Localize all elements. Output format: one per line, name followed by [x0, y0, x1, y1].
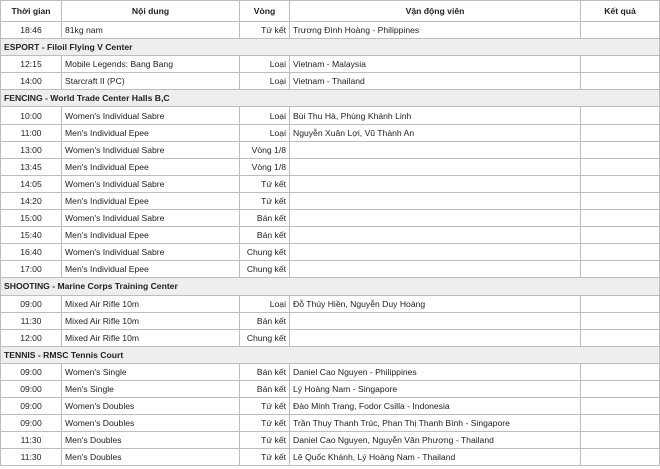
table-row	[1, 432, 660, 449]
cell-content: Men's Individual Epee	[62, 124, 240, 141]
header-result: Kết quả	[581, 1, 660, 22]
table-row	[1, 363, 660, 380]
cell-time: 09:00	[1, 295, 62, 312]
cell-round: Tứ kết	[240, 449, 290, 466]
cell-time: 09:00	[1, 415, 62, 432]
cell-athletes	[290, 210, 581, 227]
cell-round: Bán kết	[240, 312, 290, 329]
cell-time: 14:20	[1, 192, 62, 209]
cell-content: Women's Individual Sabre	[62, 175, 240, 192]
cell-content: Women's Individual Sabre	[62, 141, 240, 158]
header-content: Nội dung	[62, 1, 240, 22]
cell-round: Vòng 1/8	[240, 141, 290, 158]
cell-athletes	[290, 329, 581, 346]
header-row	[1, 1, 660, 22]
cell-round: Tứ kết	[240, 22, 290, 39]
cell-athletes: Lý Hoàng Nam - Singapore	[290, 380, 581, 397]
cell-athletes: Trương Đình Hoàng - Philippines	[290, 22, 581, 39]
cell-round: Bán kết	[240, 380, 290, 397]
cell-content: Women's Doubles	[62, 398, 240, 415]
section-header-row	[1, 278, 660, 295]
cell-content: Women's Doubles	[62, 415, 240, 432]
section-title: SHOOTING - Marine Corps Training Center	[1, 278, 660, 295]
cell-result	[581, 432, 660, 449]
cell-content: Women's Individual Sabre	[62, 107, 240, 124]
table-row	[1, 415, 660, 432]
cell-athletes	[290, 227, 581, 244]
cell-round: Vòng 1/8	[240, 158, 290, 175]
cell-round: Tứ kết	[240, 398, 290, 415]
cell-athletes: Nguyễn Xuân Lợi, Vũ Thành An	[290, 124, 581, 141]
cell-result	[581, 398, 660, 415]
cell-result	[581, 175, 660, 192]
cell-athletes	[290, 175, 581, 192]
cell-time: 13:45	[1, 158, 62, 175]
cell-time: 18:46	[1, 22, 62, 39]
cell-time: 17:00	[1, 261, 62, 278]
section-title: FENCING - World Trade Center Halls B,C	[1, 90, 660, 107]
cell-round: Bán kết	[240, 227, 290, 244]
cell-time: 09:00	[1, 398, 62, 415]
cell-round: Loại	[240, 107, 290, 124]
cell-time: 11:00	[1, 124, 62, 141]
cell-content: Mixed Air Rifle 10m	[62, 295, 240, 312]
cell-result	[581, 141, 660, 158]
cell-content: Men's Individual Epee	[62, 261, 240, 278]
cell-result	[581, 56, 660, 73]
cell-content: Mixed Air Rifle 10m	[62, 329, 240, 346]
table-row	[1, 141, 660, 158]
table-row	[1, 192, 660, 209]
cell-time: 13:00	[1, 141, 62, 158]
section-title: ESPORT - Filoil Flying V Center	[1, 39, 660, 56]
table-row	[1, 449, 660, 466]
cell-athletes: Lê Quốc Khánh, Lý Hoàng Nam - Thailand	[290, 449, 581, 466]
cell-time: 16:40	[1, 244, 62, 261]
cell-round: Chung kết	[240, 261, 290, 278]
cell-round: Tứ kết	[240, 432, 290, 449]
cell-athletes: Đào Minh Trang, Fodor Csilla - Indonesia	[290, 398, 581, 415]
cell-result	[581, 312, 660, 329]
cell-content: Women's Individual Sabre	[62, 244, 240, 261]
cell-time: 12:15	[1, 56, 62, 73]
cell-result	[581, 449, 660, 466]
cell-round: Tứ kết	[240, 415, 290, 432]
table-row	[1, 22, 660, 39]
cell-athletes	[290, 141, 581, 158]
table-row	[1, 329, 660, 346]
cell-content: Men's Doubles	[62, 449, 240, 466]
cell-time: 12:00	[1, 329, 62, 346]
cell-time: 14:05	[1, 175, 62, 192]
cell-content: Men's Individual Epee	[62, 192, 240, 209]
cell-result	[581, 244, 660, 261]
cell-result	[581, 380, 660, 397]
cell-athletes: Daniel Cao Nguyen, Nguyễn Văn Phương - Thailand	[290, 432, 581, 449]
cell-time: 11:30	[1, 312, 62, 329]
table-row	[1, 107, 660, 124]
cell-time: 09:00	[1, 380, 62, 397]
cell-round: Loại	[240, 73, 290, 90]
cell-content: Women's Individual Sabre	[62, 210, 240, 227]
cell-round: Bán kết	[240, 210, 290, 227]
cell-result	[581, 227, 660, 244]
cell-athletes	[290, 158, 581, 175]
cell-athletes	[290, 312, 581, 329]
table-row	[1, 244, 660, 261]
cell-content: Men's Single	[62, 380, 240, 397]
table-row	[1, 398, 660, 415]
cell-content: Women's Single	[62, 363, 240, 380]
header-round: Vòng	[240, 1, 290, 22]
cell-athletes: Bùi Thu Hà, Phùng Khánh Linh	[290, 107, 581, 124]
cell-result	[581, 107, 660, 124]
table-row	[1, 380, 660, 397]
cell-athletes: Daniel Cao Nguyen - Philippines	[290, 363, 581, 380]
cell-time: 09:00	[1, 363, 62, 380]
cell-time: 15:40	[1, 227, 62, 244]
cell-result	[581, 261, 660, 278]
cell-content: Mobile Legends: Bang Bang	[62, 56, 240, 73]
cell-result	[581, 22, 660, 39]
cell-athletes	[290, 261, 581, 278]
cell-result	[581, 192, 660, 209]
cell-time: 11:30	[1, 432, 62, 449]
section-header-row	[1, 346, 660, 363]
cell-round: Chung kết	[240, 329, 290, 346]
cell-round: Bán kết	[240, 363, 290, 380]
cell-round: Tứ kết	[240, 192, 290, 209]
cell-time: 10:00	[1, 107, 62, 124]
table-row	[1, 158, 660, 175]
cell-result	[581, 295, 660, 312]
table-row	[1, 295, 660, 312]
cell-round: Loại	[240, 124, 290, 141]
cell-athletes	[290, 244, 581, 261]
cell-result	[581, 363, 660, 380]
cell-athletes	[290, 192, 581, 209]
cell-content: Men's Doubles	[62, 432, 240, 449]
cell-result	[581, 415, 660, 432]
schedule-body	[1, 22, 660, 466]
cell-content: Men's Individual Epee	[62, 227, 240, 244]
table-row	[1, 261, 660, 278]
table-row	[1, 312, 660, 329]
cell-result	[581, 329, 660, 346]
cell-athletes: Vietnam - Malaysia	[290, 56, 581, 73]
cell-content: 81kg nam	[62, 22, 240, 39]
cell-round: Loại	[240, 56, 290, 73]
cell-athletes: Vietnam - Thailand	[290, 73, 581, 90]
table-row	[1, 227, 660, 244]
cell-result	[581, 158, 660, 175]
cell-result	[581, 210, 660, 227]
section-header-row	[1, 90, 660, 107]
cell-content: Mixed Air Rifle 10m	[62, 312, 240, 329]
section-header-row	[1, 39, 660, 56]
table-row	[1, 73, 660, 90]
cell-round: Chung kết	[240, 244, 290, 261]
cell-result	[581, 73, 660, 90]
cell-athletes: Đỗ Thúy Hiền, Nguyễn Duy Hoàng	[290, 295, 581, 312]
cell-content: Starcraft II (PC)	[62, 73, 240, 90]
header-time: Thời gian	[1, 1, 62, 22]
section-title: TENNIS - RMSC Tennis Court	[1, 346, 660, 363]
cell-time: 14:00	[1, 73, 62, 90]
cell-time: 11:30	[1, 449, 62, 466]
cell-content: Men's Individual Epee	[62, 158, 240, 175]
cell-round: Tứ kết	[240, 175, 290, 192]
table-row	[1, 56, 660, 73]
table-row	[1, 210, 660, 227]
cell-round: Loại	[240, 295, 290, 312]
table-row	[1, 124, 660, 141]
cell-result	[581, 124, 660, 141]
header-athletes: Vận động viên	[290, 1, 581, 22]
cell-athletes: Trần Thụy Thanh Trúc, Phan Thị Thanh Bình - Singapore	[290, 415, 581, 432]
table-row	[1, 175, 660, 192]
cell-time: 15:00	[1, 210, 62, 227]
